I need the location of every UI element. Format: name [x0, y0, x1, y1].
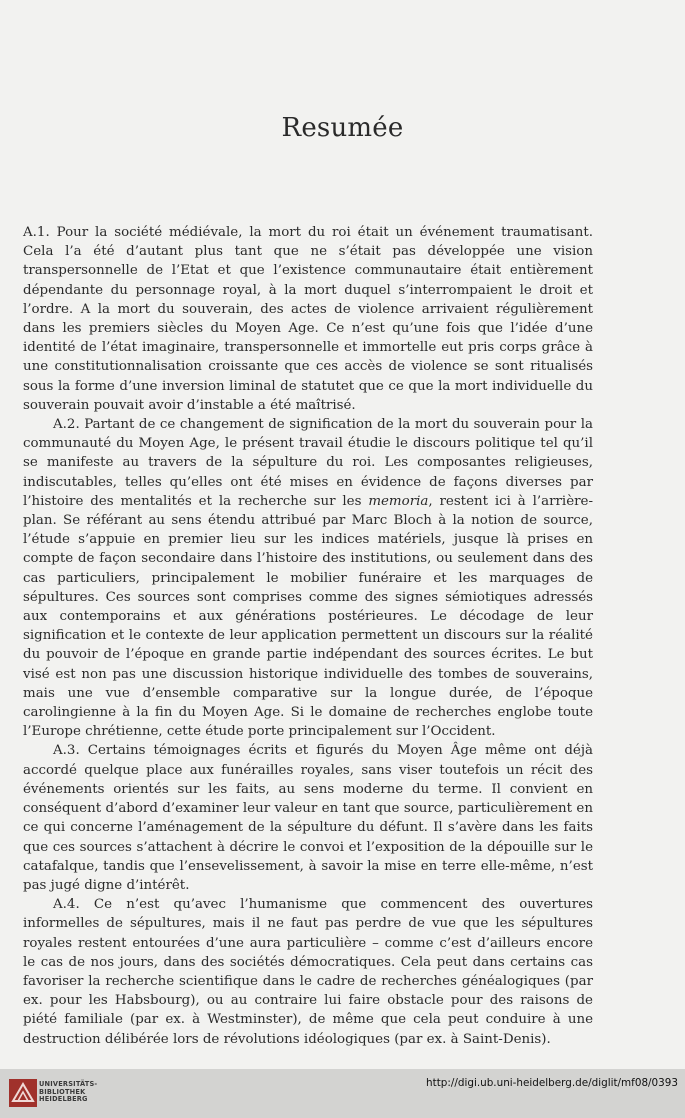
paragraph-a1 [23, 223, 593, 415]
source-url-link[interactable]: http://digi.ub.uni-heidelberg.de/diglit/mf08/0393 [426, 1077, 678, 1089]
library-name-line: HEIDELBERG [39, 1095, 88, 1104]
footer-bar [0, 1069, 685, 1118]
library-name [39, 1081, 97, 1104]
paragraph-text: Partant de ce changement de signification de la mort du souverain pour la communauté du Moyen Age, le présent travail étudie le discours politique tel qu’il se manifeste au travers de la sépulture du roi. Les composantes religieuses, indiscutables, telles qu’elles ont été mises en évidence de façons diverses par l’histoire des mentalités et la recherche sur les [23, 417, 593, 509]
paragraph-text: Ce n’est qu’avec l’humanisme que commencent des ouvertures informelles de sépultures, mais il ne faut pas perdre de vue que les sépultures royales restent entourées d’une aura particulière – comme c’est d’ailleurs encore le cas de nos jours, dans des sociétés démocratiques. Cela peut dans certains cas favoriser la recherche scientifique dans le cadre de recherches généalogiques (par ex. pour les Habsbourg), ou au contraire lui faire obstacle pour des raisons de piété familiale (par ex. à Westminster), de même que cela peut conduire à une destruction délibérée lors de révolutions idéologiques (par ex. à Saint-Denis). [23, 897, 593, 1047]
paragraph-number: A.4. [53, 897, 80, 913]
paragraph-a2 [23, 415, 593, 741]
paragraph-number: A.3. [53, 743, 80, 759]
italic-term: memoria [368, 493, 429, 509]
paragraph-a4 [23, 895, 593, 1049]
paragraph-text: Certains témoignages écrits et figurés du Moyen Âge même ont déjà accordé quelque place aux funérailles royales, sans viser toutefois un récit des événements orientés sur les faits, au sens moderne du terme. Il convient en conséquent d’abord d’examiner leur valeur en tant que source, particulièrement en ce qui concerne l’aménagement de la sépulture du défunt. Il s’avère dans les faits que ces sources s’attachent à décrire le convoi et l’exposition de la dépouille sur le catafalque, tandis que l’ensevelissement, à savoir la mise en terre elle-même, n’est pas jugé digne d’intérêt. [23, 743, 593, 893]
paragraph-text: , restent ici à l’arrière-plan. Se référant au sens étendu attribué par Marc Bloch à la notion de source, l’étude s’appuie en premier lieu sur les indices matériels, jusque là prises en compte de façon secondaire dans l’histoire des institutions, ou seulement dans des cas particuliers, principalement le mobilier funéraire et les marquages de sépultures. Ces sources sont comprises comme des signes sémiotiques adressés aux contemporains et aux générations postérieures. Le décodage de leur signification et le contexte de leur application permettent un discours sur la réalité du pouvoir de l’époque en grande partie indépendant des sources écrites. Le but visé est non pas une discussion historique individuelle des tombes de souverains, mais une vue d’ensemble comparative sur la longue durée, de l’époque carolingienne à la fin du Moyen Age. Si le domaine de recherches englobe toute l’Europe chrétienne, cette étude porte principalement sur l’Occident. [23, 493, 593, 740]
body-text [23, 223, 593, 1049]
paragraph-number: A.1. [23, 225, 50, 240]
paragraph-number: A.2. [53, 417, 80, 433]
page-title: Resumée [281, 113, 404, 143]
library-name-line: UNIVERSITÄTS- [39, 1080, 98, 1088]
paragraph-a3 [23, 741, 593, 895]
library-name-line: BIBLIOTHEK [39, 1087, 86, 1096]
heidelberg-library-logo-icon[interactable] [9, 1079, 37, 1107]
paragraph-text: Pour la société médiévale, la mort du roi était un événement traumatisant. Cela l’a été d’autant plus tant que ne s’était pas développée une vision transpersonnelle de l’Etat et que l’existence communautaire était entièrement dépendante du personnage royal, à la mort duquel s’interrompaient le droit et l’ordre. A la mort du souverain, des actes de violence arrivaient régulièrement dans les premiers siècles du Moyen Age. Ce n’est qu’une fois que l’idée d’une identité de l’état imaginaire, transpersonnelle et immortelle eut pris corps grâce à une constitutionnalisation croissante que ces accès de violence se sont ritualisés sous la forme d’une inversion liminal de statutet que ce que la mort individuelle du souverain pouvait avoir d’instable a été maîtrisé. [23, 225, 593, 413]
